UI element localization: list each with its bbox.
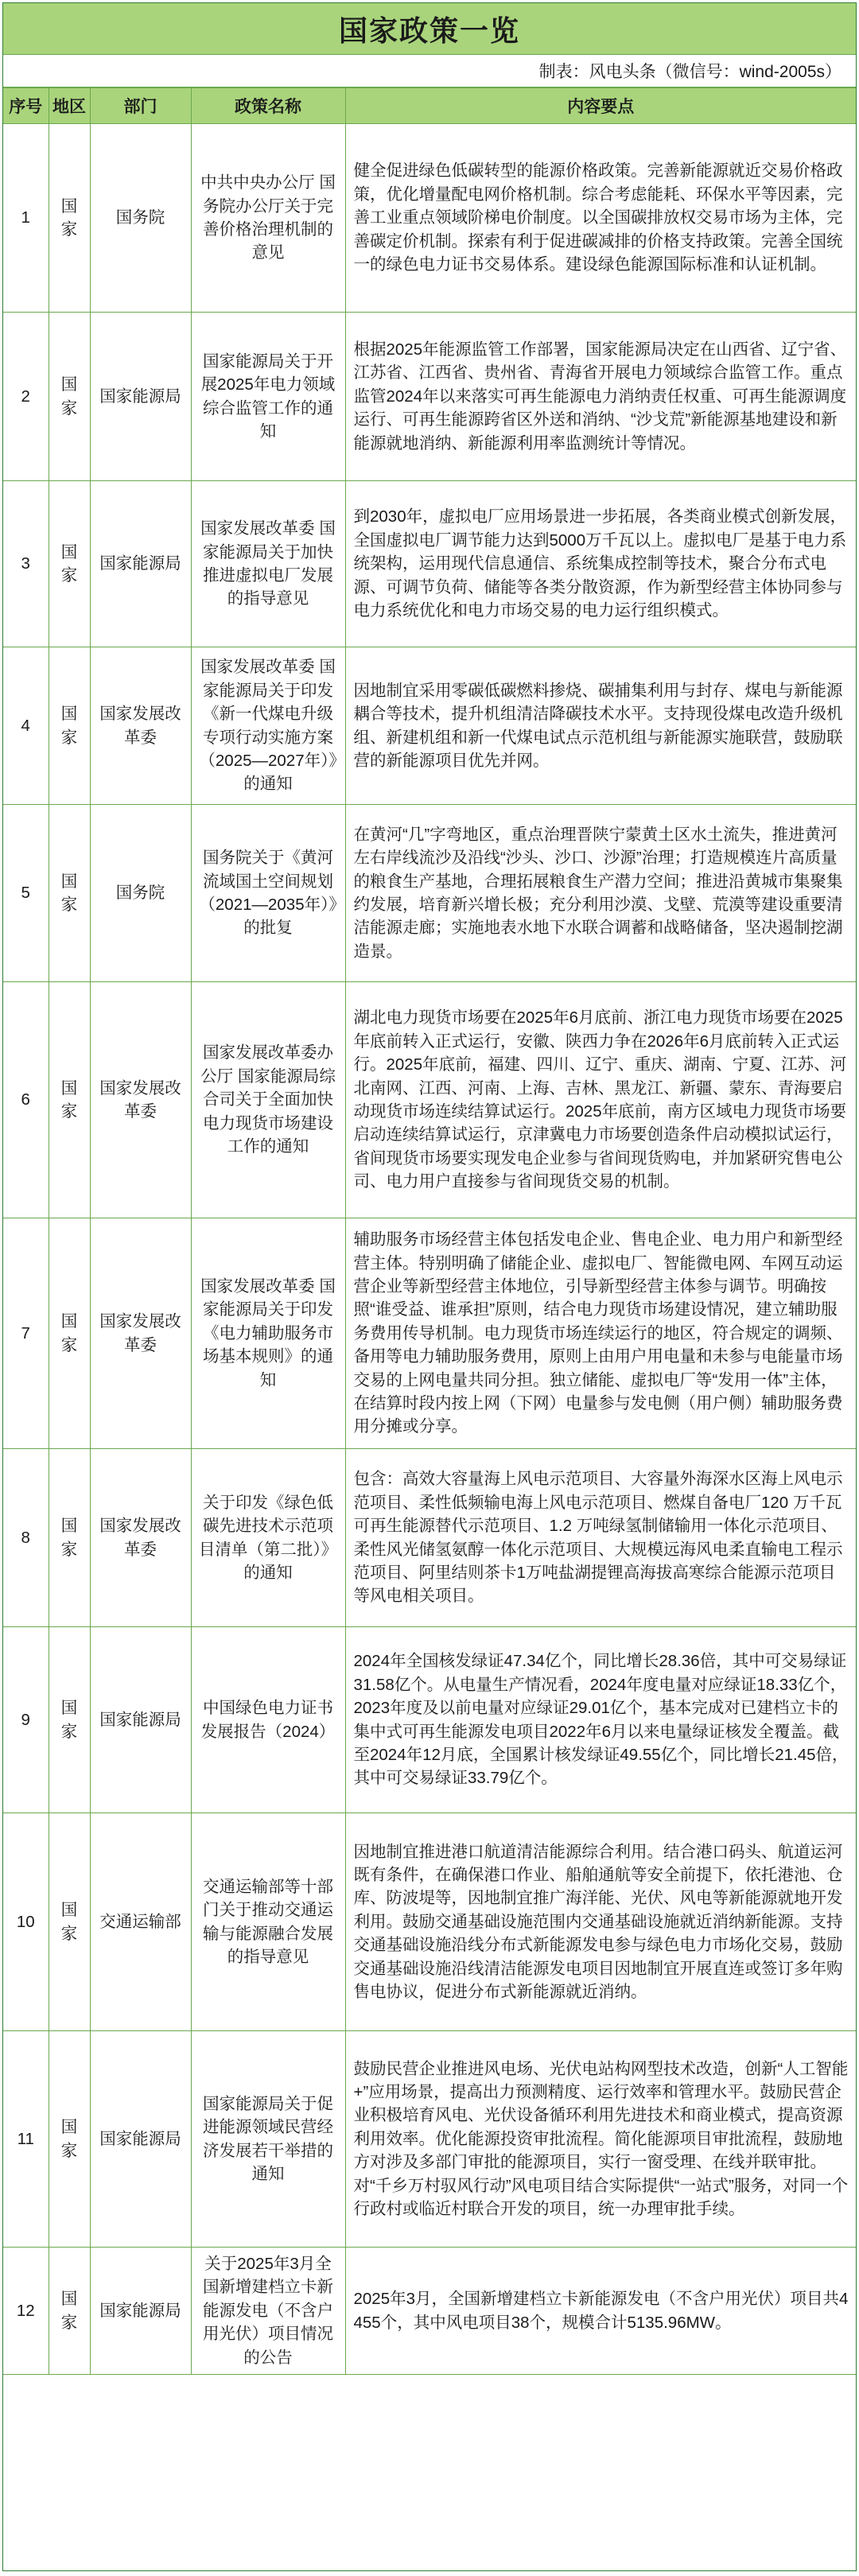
cell-region: 国家 [49, 124, 90, 313]
cell-content: 2025年3月，全国新增建档立卡新能源发电（不含户用光伏）项目共4455个，其中风电项目38个，规模合计5135.96MW。 [345, 2248, 856, 2375]
cell-policy-name: 国家发展改革委 国家能源局关于印发《新一代煤电升级专项行动实施方案（2025—2027年）》的通知 [191, 647, 345, 805]
header-no: 序号 [3, 88, 49, 124]
policy-table-page [2, 2, 857, 2571]
cell-dept: 国家发展改革委 [90, 647, 191, 805]
table-row [3, 1627, 856, 1813]
table-row [3, 2031, 856, 2248]
cell-no: 9 [3, 1627, 49, 1813]
cell-dept: 国家能源局 [90, 1627, 191, 1813]
cell-region: 国家 [49, 2248, 90, 2375]
cell-no: 7 [3, 1218, 49, 1449]
table-header-row [3, 88, 856, 124]
cell-no: 10 [3, 1813, 49, 2031]
cell-no: 6 [3, 982, 49, 1218]
table-row [3, 1218, 856, 1449]
cell-content: 根据2025年能源监管工作部署，国家能源局决定在山西省、辽宁省、江苏省、江西省、贵州省、青海省开展电力领域综合监管工作。重点监管2024年以来落实可再生能源电力消纳责任权重、可再生能源调度运行、可再生能源跨省区外送和消纳、“沙戈荒”新能源基地建设和新能源就地消纳、新能源利用率监测统计等情况。 [345, 313, 856, 481]
header-region: 地区 [49, 88, 90, 124]
cell-content: 鼓励民营企业推进风电场、光伏电站构网型技术改造，创新“人工智能+”应用场景，提高出力预测精度、运行效率和管理水平。鼓励民营企业积极培育风电、光伏设备循环利用先进技术和商业模式，提高资源利用效率。优化能源投资审批流程。简化能源项目审批流程，鼓励地方对涉及多部门审批的能源项目，实行一窗受理、在线并联审批。对“千乡万村驭风行动”风电项目结合实际提供“一站式”服务，对同一个行政村或临近村联合开发的项目，统一办理审批手续。 [345, 2031, 856, 2248]
cell-region: 国家 [49, 1218, 90, 1449]
policy-table [3, 87, 856, 2375]
cell-content: 湖北电力现货市场要在2025年6月底前、浙江电力现货市场要在2025年底前转入正式运行，安徽、陕西力争在2026年6月底前转入正式运行。2025年底前，福建、四川、辽宁、重庆、湖南、宁夏、江苏、河北南网、江西、河南、上海、吉林、黑龙江、新疆、蒙东、青海要启动现货市场连续结算试运行。2025年底前，南方区域电力现货市场要启动连续结算试运行，京津冀电力市场要创造条件启动模拟试运行，省间现货市场要实现发电企业参与省间现货购电，并加紧研究售电公司、电力用户直接参与省间现货交易的机制。 [345, 982, 856, 1218]
cell-dept: 国家能源局 [90, 2248, 191, 2375]
table-row [3, 313, 856, 481]
table-row [3, 124, 856, 313]
cell-policy-name: 关于2025年3月全国新增建档立卡新能源发电（不含户用光伏）项目情况的公告 [191, 2248, 345, 2375]
cell-no: 1 [3, 124, 49, 313]
cell-content: 在黄河“几”字弯地区，重点治理晋陕宁蒙黄土区水土流失，推进黄河左右岸线流沙及沿线“沙头、沙口、沙源”治理；打造规模连片高质量的粮食生产基地，合理拓展粮食生产潜力空间；推进沿黄城市集聚集约发展，培育新兴增长极；充分利用沙漠、戈壁、荒漠等建设重要清洁能源走廊；实施地表水地下水联合调蓄和战略储备，坚决遏制挖湖造景。 [345, 805, 856, 982]
table-row [3, 2248, 856, 2375]
credit-line: 制表：风电头条（微信号：wind-2005s） [3, 55, 856, 87]
cell-region: 国家 [49, 647, 90, 805]
cell-content: 2024年全国核发绿证47.34亿个，同比增长28.36倍，其中可交易绿证31.58亿个。从电量生产情况看，2024年度电量对应绿证18.33亿个，2023年度及以前电量对应绿证29.01亿个，基本完成对已建档立卡的集中式可再生能源发电项目2022年6月以来电量绿证核发全覆盖。截至2024年12月底，全国累计核发绿证49.55亿个，同比增长21.45倍，其中可交易绿证33.79亿个。 [345, 1627, 856, 1813]
cell-dept: 国家发展改革委 [90, 1218, 191, 1449]
cell-content: 健全促进绿色低碳转型的能源价格政策。完善新能源就近交易价格政策，优化增量配电网价格机制。综合考虑能耗、环保水平等因素，完善工业重点领域阶梯电价制度。以全国碳排放权交易市场为主体，完善碳定价机制。探索有利于促进碳减排的价格支持政策。完善全国统一的绿色电力证书交易体系。建设绿色能源国际标准和认证机制。 [345, 124, 856, 313]
cell-policy-name: 交通运输部等十部门关于推动交通运输与能源融合发展的指导意见 [191, 1813, 345, 2031]
cell-policy-name: 国务院关于《黄河流域国土空间规划（2021—2035年）》的批复 [191, 805, 345, 982]
cell-dept: 交通运输部 [90, 1813, 191, 2031]
table-row [3, 1449, 856, 1627]
cell-dept: 国务院 [90, 124, 191, 313]
cell-content: 到2030年，虚拟电厂应用场景进一步拓展，各类商业模式创新发展，全国虚拟电厂调节能力达到5000万千瓦以上。虚拟电厂是基于电力系统架构，运用现代信息通信、系统集成控制等技术，聚合分布式电源、可调节负荷、储能等各类分散资源，作为新型经营主体协同参与电力系统优化和电力市场交易的电力运行组织模式。 [345, 481, 856, 647]
cell-no: 12 [3, 2248, 49, 2375]
cell-region: 国家 [49, 1449, 90, 1627]
cell-no: 5 [3, 805, 49, 982]
cell-region: 国家 [49, 982, 90, 1218]
cell-content: 因地制宜推进港口航道清洁能源综合利用。结合港口码头、航道运河既有条件，在确保港口作业、船舶通航等安全前提下，依托港池、仓库、防波堤等，因地制宜推广海洋能、光伏、风电等新能源就地开发利用。鼓励交通基础设施范围内交通基础设施就近消纳新能源。支持交通基础设施沿线分布式新能源发电参与绿色电力市场化交易，鼓励交通基础设施沿线清洁能源发电项目因地制宜开展直连或签订多年购售电协议，促进分布式新能源就近消纳。 [345, 1813, 856, 2031]
cell-region: 国家 [49, 805, 90, 982]
header-content: 内容要点 [345, 88, 856, 124]
header-dept: 部门 [90, 88, 191, 124]
table-row [3, 481, 856, 647]
cell-no: 2 [3, 313, 49, 481]
cell-policy-name: 国家发展改革委办公厅 国家能源局综合司关于全面加快电力现货市场建设工作的通知 [191, 982, 345, 1218]
cell-policy-name: 国家能源局关于促进能源领域民营经济发展若干举措的通知 [191, 2031, 345, 2248]
cell-region: 国家 [49, 1813, 90, 2031]
cell-policy-name: 国家发展改革委 国家能源局关于加快推进虚拟电厂发展的指导意见 [191, 481, 345, 647]
cell-no: 8 [3, 1449, 49, 1627]
page-title: 国家政策一览 [3, 3, 856, 55]
cell-dept: 国家发展改革委 [90, 1449, 191, 1627]
cell-no: 4 [3, 647, 49, 805]
cell-no: 3 [3, 481, 49, 647]
table-row [3, 805, 856, 982]
cell-dept: 国家能源局 [90, 2031, 191, 2248]
cell-region: 国家 [49, 313, 90, 481]
cell-policy-name: 中国绿色电力证书发展报告（2024） [191, 1627, 345, 1813]
cell-dept: 国家发展改革委 [90, 982, 191, 1218]
cell-content: 辅助服务市场经营主体包括发电企业、售电企业、电力用户和新型经营主体。特别明确了储能企业、虚拟电厂、智能微电网、车网互动运营企业等新型经营主体地位，引导新型经营主体参与调节。明确按照“谁受益、谁承担”原则，结合电力现货市场建设情况，建立辅助服务费用传导机制。电力现货市场连续运行的地区，符合规定的调频、备用等电力辅助服务费用，原则上由用户用电量和未参与电能量市场交易的上网电量共同分担。独立储能、虚拟电厂等“发用一体”主体，在结算时段内按上网（下网）电量参与发电侧（用户侧）辅助服务费用分摊或分享。 [345, 1218, 856, 1449]
header-policy-name: 政策名称 [191, 88, 345, 124]
cell-policy-name: 国家能源局关于开展2025年电力领域综合监管工作的通知 [191, 313, 345, 481]
table-row [3, 647, 856, 805]
cell-region: 国家 [49, 1627, 90, 1813]
cell-policy-name: 国家发展改革委 国家能源局关于印发《电力辅助服务市场基本规则》的通知 [191, 1218, 345, 1449]
cell-no: 11 [3, 2031, 49, 2248]
cell-region: 国家 [49, 2031, 90, 2248]
cell-dept: 国务院 [90, 805, 191, 982]
cell-policy-name: 关于印发《绿色低碳先进技术示范项目清单（第二批）》的通知 [191, 1449, 345, 1627]
cell-region: 国家 [49, 481, 90, 647]
cell-policy-name: 中共中央办公厅 国务院办公厅关于完善价格治理机制的意见 [191, 124, 345, 313]
table-row [3, 1813, 856, 2031]
table-row [3, 982, 856, 1218]
cell-dept: 国家能源局 [90, 313, 191, 481]
cell-content: 包含：高效大容量海上风电示范项目、大容量外海深水区海上风电示范项目、柔性低频输电海上风电示范项目、燃煤自备电厂120 万千瓦可再生能源替代示范项目、1.2 万吨绿氢制储输用一体化示范项目、柔性风光储氢氨醇一体化示范项目、大规模远海风电柔直输电工程示范项目、阿里结则茶卡1万吨盐湖提锂高海拔高寒综合能源示范项目等风电相关项目。 [345, 1449, 856, 1627]
cell-content: 因地制宜采用零碳低碳燃料掺烧、碳捕集利用与封存、煤电与新能源耦合等技术，提升机组清洁降碳技术水平。支持现役煤电改造升级机组、新建机组和新一代煤电试点示范机组与新能源实施联营，鼓励联营的新能源项目优先并网。 [345, 647, 856, 805]
cell-dept: 国家能源局 [90, 481, 191, 647]
